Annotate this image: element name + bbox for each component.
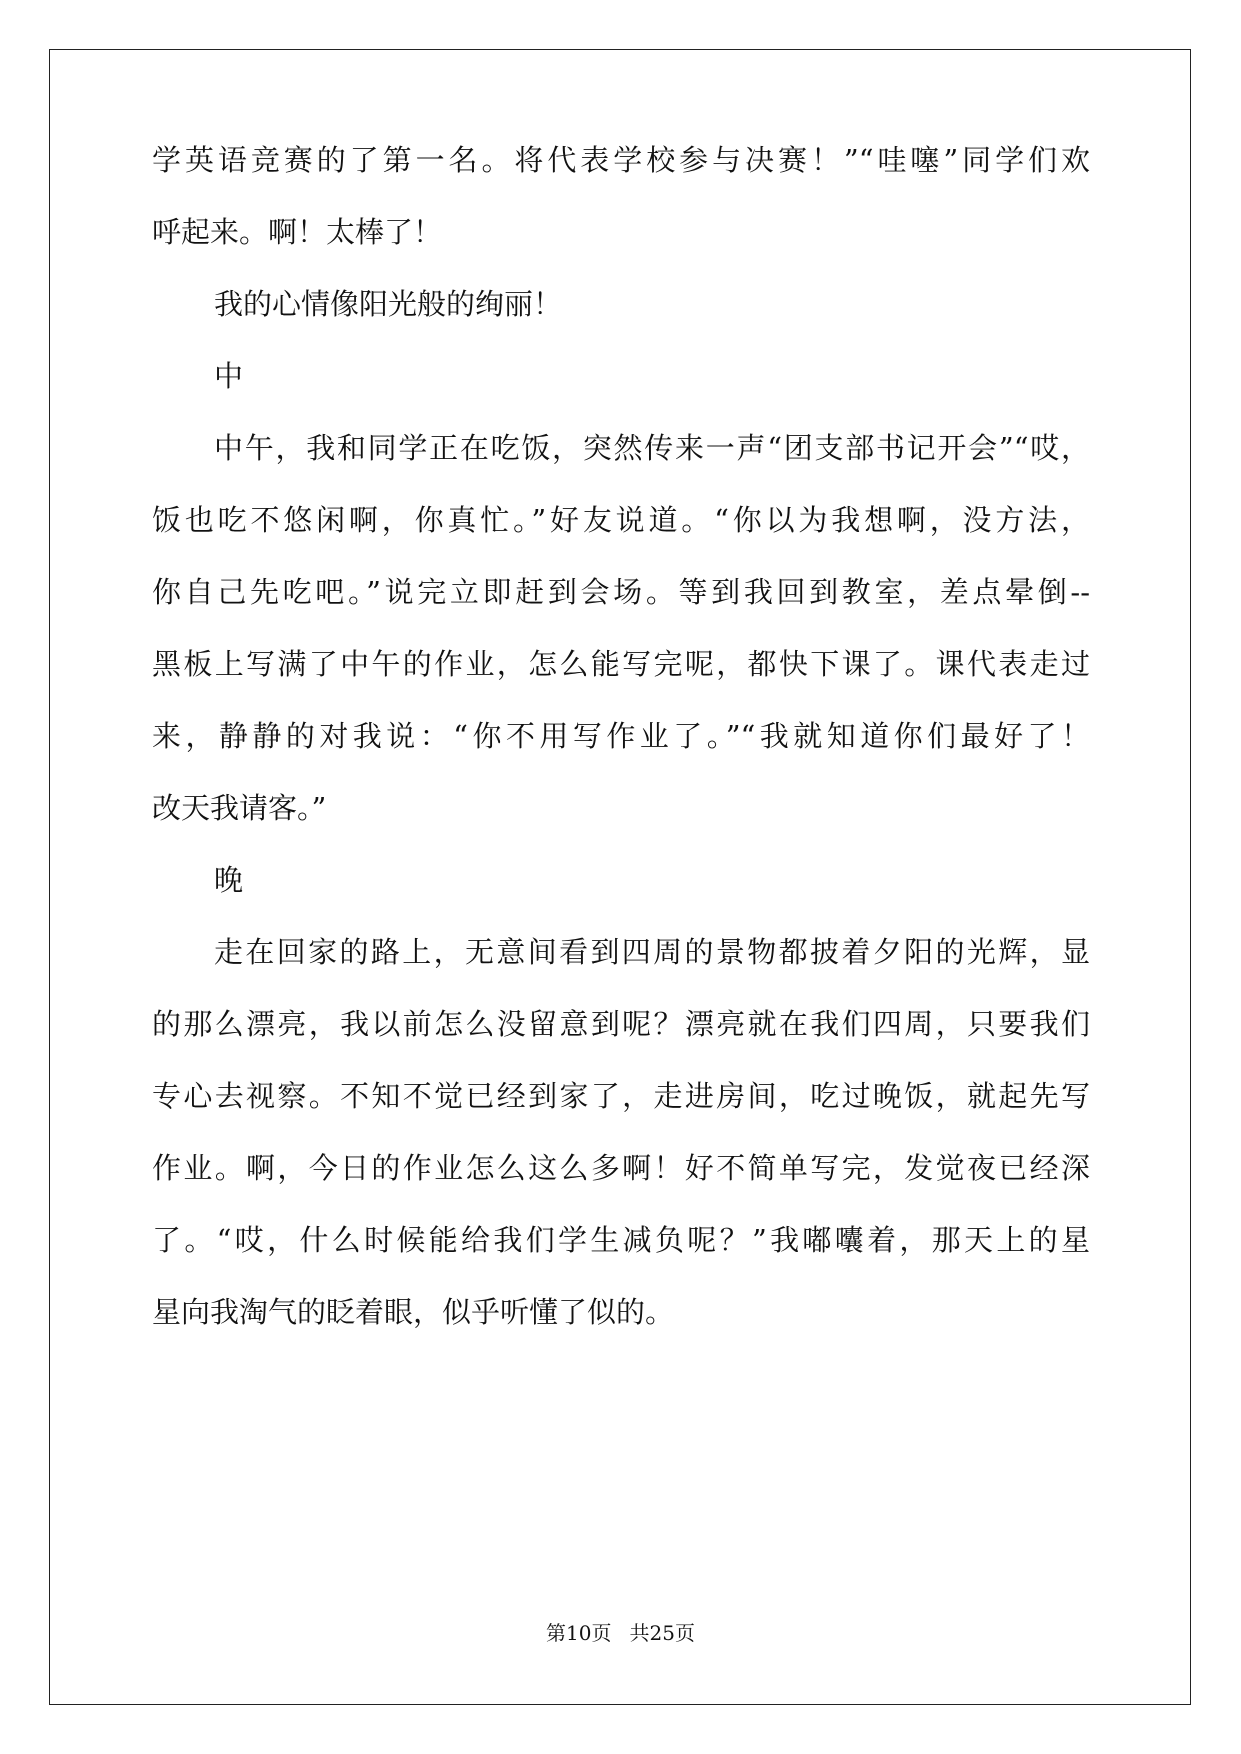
text-line: 走在回家的路上，无意间看到四周的景物都披着夕阳的光辉，显 — [214, 935, 1090, 969]
section-heading: 中 — [214, 359, 244, 393]
text-line: 星向我淘气的眨着眼，似乎听懂了似的。 — [152, 1295, 675, 1329]
text-line: 学英语竞赛的了第一名。将代表学校参与决赛！”“哇噻”同学们欢 — [152, 143, 1090, 177]
text-line: 作业。啊，今日的作业怎么这么多啊！好不简单写完，发觉夜已经深 — [152, 1151, 1090, 1185]
text-line: 黑板上写满了中午的作业，怎么能写完呢，都快下课了。课代表走过 — [152, 647, 1090, 681]
page-footer — [0, 1620, 1241, 1646]
text-line: 了。“哎，什么时候能给我们学生减负呢？”我嘟囔着，那天上的星 — [152, 1223, 1090, 1257]
text-line: 改天我请客。” — [152, 791, 327, 825]
text-line: 中午，我和同学正在吃饭，突然传来一声“团支部书记开会”“哎， — [214, 431, 1090, 465]
text-line: 饭也吃不悠闲啊，你真忙。”好友说道。“你以为我想啊，没方法， — [152, 503, 1090, 537]
text-line: 我的心情像阳光般的绚丽！ — [214, 287, 563, 321]
text-line: 呼起来。啊！太棒了！ — [152, 215, 443, 249]
total-pages-label: 共25页 — [629, 1621, 695, 1645]
text-line: 你自己先吃吧。”说完立即赶到会场。等到我回到教室，差点晕倒-- — [152, 575, 1090, 609]
current-page-label: 第10页 — [546, 1621, 612, 1645]
text-line: 专心去视察。不知不觉已经到家了，走进房间，吃过晚饭，就起先写 — [152, 1079, 1090, 1113]
text-line: 的那么漂亮，我以前怎么没留意到呢？漂亮就在我们四周，只要我们 — [152, 1007, 1090, 1041]
text-line: 来，静静的对我说：“你不用写作业了。”“我就知道你们最好了！ — [152, 719, 1090, 753]
section-heading: 晚 — [214, 863, 244, 897]
